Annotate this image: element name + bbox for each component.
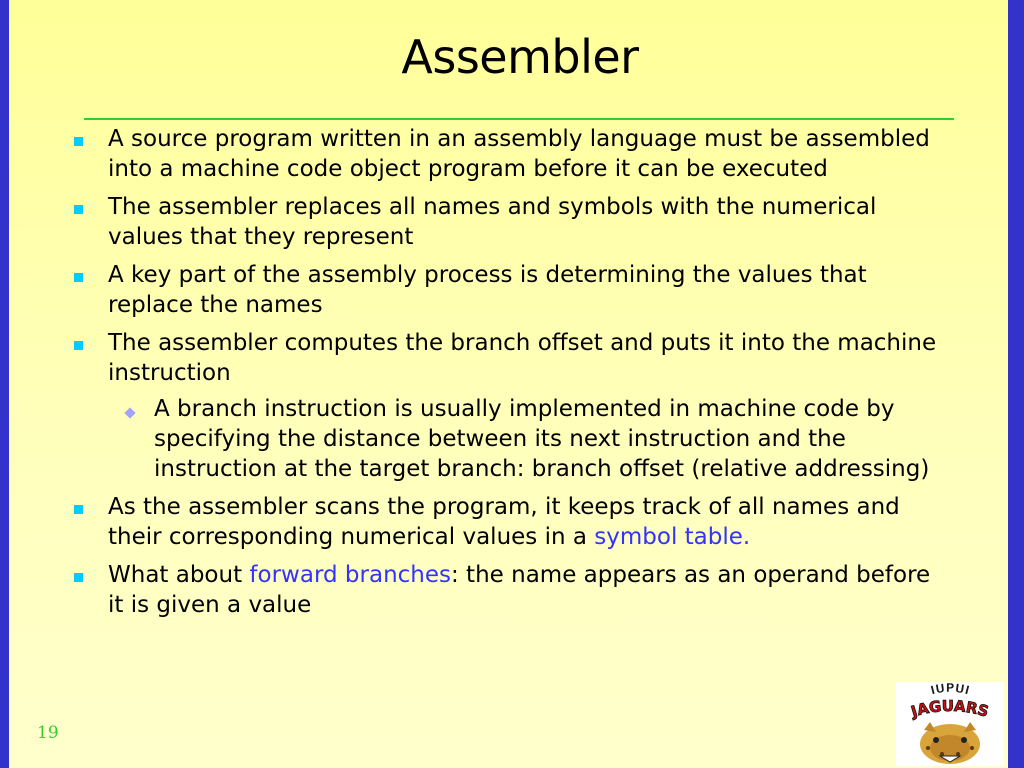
page-number: 19 [37, 723, 59, 743]
title-divider [84, 118, 954, 120]
slide-content [70, 124, 950, 628]
forward-branches-highlight: forward branches [249, 562, 451, 588]
bullet-text-after: : the name appears as an operand before it is given a value [108, 562, 931, 618]
bullet-text-before: As the assembler scans the program, it keeps track of all names and their corresponding numerical values in a [108, 494, 900, 550]
bullet-item [70, 124, 950, 184]
bullet-item [70, 492, 950, 552]
square-bullet-icon [74, 573, 83, 582]
jaguar-mascot-logo-icon [896, 682, 1004, 766]
square-bullet-icon [74, 137, 83, 146]
bullet-text: The assembler computes the branch offset and puts it into the machine instruction [108, 330, 937, 386]
bullet-list [70, 124, 950, 620]
left-accent-bar [0, 0, 9, 768]
sub-bullet-item [108, 394, 950, 484]
square-bullet-icon [74, 205, 83, 214]
diamond-bullet-icon [124, 407, 135, 418]
right-accent-bar [1008, 0, 1024, 768]
square-bullet-icon [74, 341, 83, 350]
logo-line2: JAGUARS [908, 696, 991, 721]
square-bullet-icon [74, 273, 83, 282]
bullet-text-before: What about [108, 562, 250, 588]
bullet-item [70, 560, 950, 620]
logo-line1: IUPUI [928, 682, 972, 698]
slide-title: Assembler [401, 30, 639, 84]
sub-bullet-text: A branch instruction is usually implemented in machine code by specifying the distance between its next instruction and the instruction at the target branch: branch offset (relative addressing) [154, 396, 930, 482]
symbol-table-highlight: symbol table. [594, 524, 751, 550]
sub-bullet-list [108, 394, 950, 484]
bullet-item [70, 260, 950, 320]
bullet-item [70, 192, 950, 252]
bullet-item [70, 328, 950, 484]
bullet-text: A source program written in an assembly language must be assembled into a machine code object program before it can be executed [108, 126, 930, 182]
bullet-text: The assembler replaces all names and symbols with the numerical values that they represent [108, 194, 877, 250]
square-bullet-icon [74, 505, 83, 514]
bullet-text: A key part of the assembly process is determining the values that replace the names [108, 262, 867, 318]
